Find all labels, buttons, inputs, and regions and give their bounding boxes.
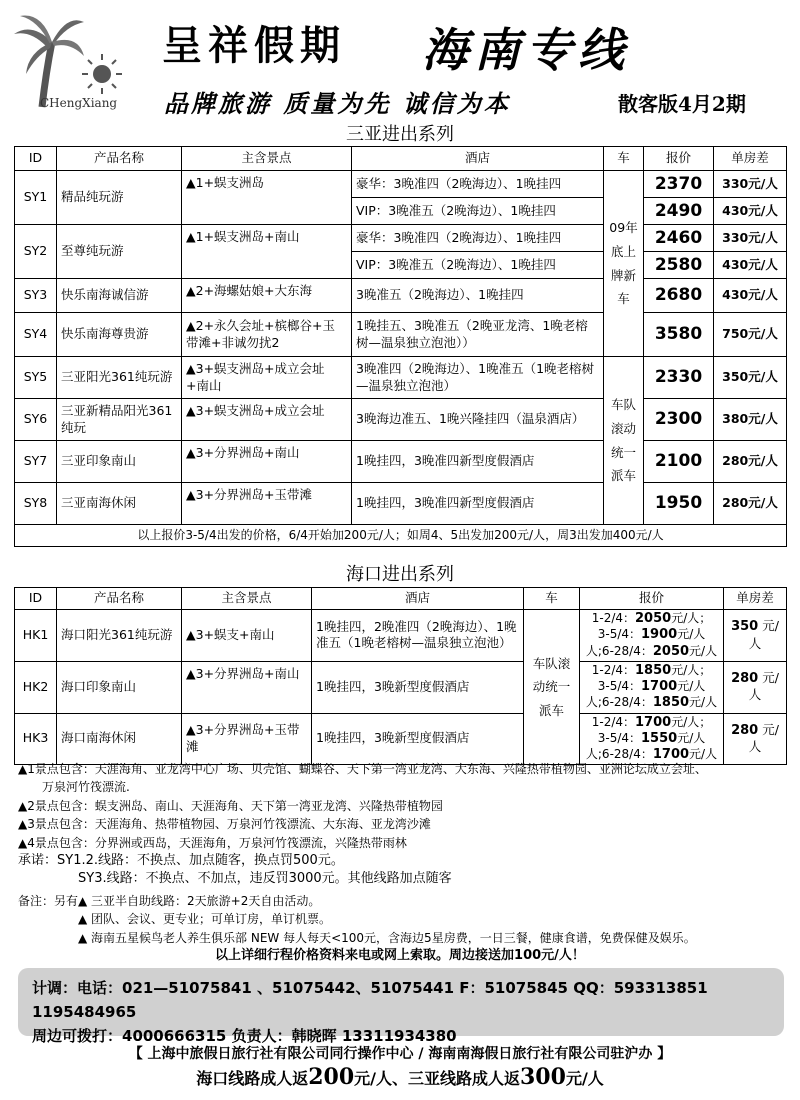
- row-spots: ▲3+分界洲岛+南山: [182, 661, 312, 713]
- row-hotel: 3晚准四（2晚海边）、1晚准五（1晚老榕树—温泉独立泡池）: [352, 357, 604, 399]
- row-diff: 330元/人: [714, 225, 787, 252]
- row-id: SY7: [15, 441, 57, 483]
- row-spots: ▲2+永久会址+槟榔谷+玉带滩+非诚勿扰2: [182, 313, 352, 357]
- row-diff: 280元/人: [714, 441, 787, 483]
- row-price: 3580: [644, 313, 714, 357]
- haikou-section-title: 海口进出系列: [346, 564, 454, 585]
- row-price: 1-2/4：1700元/人； 3-5/4：1550元/人 人;6-28/4：1700元/人: [580, 713, 724, 765]
- table-row: [15, 225, 787, 252]
- row-name: 精品纯玩游: [57, 171, 182, 225]
- edition-label: 散客版4月2期: [618, 92, 746, 116]
- sanya-price-note: 以上报价3-5/4出发的价格，6/4开始加200元/人；如周4、5出发加200元/人，周3出发加400元/人: [15, 525, 787, 547]
- note-spots-4: ▲4景点包含：分界洲或西岛，天涯海角，万泉河竹筏漂流，兴隆热带雨林: [18, 835, 407, 850]
- row-diff: 330元/人: [714, 171, 787, 198]
- row-spots: ▲1+蜈支洲岛+南山: [182, 225, 352, 279]
- row-hotel: 1晚挂四，3晚新型度假酒店: [312, 661, 524, 713]
- sanya-section-title: 三亚进出系列: [346, 124, 454, 145]
- table-row: [15, 313, 787, 357]
- row-price: 1950: [644, 483, 714, 525]
- table-row: [15, 399, 787, 441]
- row-name: 海口印象南山: [57, 661, 182, 713]
- row-diff: 380元/人: [714, 399, 787, 441]
- slogan: 品牌旅游 质量为先 诚信为本: [164, 90, 511, 118]
- row-diff: 280元/人: [714, 483, 787, 525]
- brand-subtitle: 海南专线: [422, 23, 630, 77]
- row-diff: 750元/人: [714, 313, 787, 357]
- row-id: SY6: [15, 399, 57, 441]
- note-spots-1-cont: 万泉河竹筏漂流.: [42, 780, 130, 795]
- table-row: [15, 661, 787, 713]
- table-row: [15, 171, 787, 198]
- row-hotel: 豪华：3晚准四（2晚海边）、1晚挂四: [352, 171, 604, 198]
- table-row: [15, 483, 787, 525]
- footer-rebate: 海口线路成人返200元/人、三亚线路成人返300元/人: [196, 1064, 604, 1090]
- col-diff: 单房差: [724, 588, 787, 610]
- row-id: SY5: [15, 357, 57, 399]
- car-new: 09年底上牌新车: [604, 171, 644, 357]
- car-fleet: 车队滚动统一派车: [604, 357, 644, 525]
- row-price: 2300: [644, 399, 714, 441]
- row-id: HK3: [15, 713, 57, 765]
- row-hotel: 3晚海边准五、1晚兴隆挂四（温泉酒店）: [352, 399, 604, 441]
- col-id: ID: [15, 588, 57, 610]
- row-price: 2490: [644, 198, 714, 225]
- sanya-table: [14, 146, 787, 547]
- col-price: 报价: [580, 588, 724, 610]
- col-spots: 主含景点: [182, 588, 312, 610]
- table-row: [15, 279, 787, 313]
- notes-block: [18, 760, 788, 947]
- col-name: 产品名称: [57, 588, 182, 610]
- row-id: SY4: [15, 313, 57, 357]
- row-hotel: 1晚挂四，2晚准四（2晚海边）、1晚准五（1晚老榕树—温泉独立泡池）: [312, 610, 524, 662]
- row-spots: ▲3+蜈支洲岛+成立会址+南山: [182, 357, 352, 399]
- row-name: 三亚新精品阳光361纯玩: [57, 399, 182, 441]
- table-row: [15, 357, 787, 399]
- row-diff: 430元/人: [714, 279, 787, 313]
- row-spots: ▲3+分界洲岛+南山: [182, 441, 352, 483]
- row-id: SY8: [15, 483, 57, 525]
- note-remark-3: ▲ 海南五星候鸟老人养生俱乐部 NEW 每人每天<100元，含海边5星房费，一日三餐，健康食谱，免费保健及娱乐。: [78, 930, 696, 945]
- row-name: 三亚阳光361纯玩游: [57, 357, 182, 399]
- col-hotel: 酒店: [312, 588, 524, 610]
- row-name: 至尊纯玩游: [57, 225, 182, 279]
- table-row: [15, 713, 787, 765]
- row-diff: 350 元/人: [724, 610, 787, 662]
- col-hotel: 酒店: [352, 147, 604, 171]
- col-diff: 单房差: [714, 147, 787, 171]
- row-hotel: 1晚挂四，3晚准四新型度假酒店: [352, 483, 604, 525]
- row-price: 2680: [644, 279, 714, 313]
- contact-line-2: 周边可拨打：4000666315 负责人：韩晓晖 13311934380: [32, 1027, 457, 1045]
- row-spots: ▲2+海螺姑娘+大东海: [182, 279, 352, 313]
- row-diff: 430元/人: [714, 252, 787, 279]
- row-hotel: 3晚准五（2晚海边）、1晚挂四: [352, 279, 604, 313]
- row-name: 海口南海休闲: [57, 713, 182, 765]
- row-price: 2370: [644, 171, 714, 198]
- col-name: 产品名称: [57, 147, 182, 171]
- note-spots-1: ▲1景点包含：天涯海角、亚龙湾中心广场、贝壳馆、蝴蝶谷、天下第一湾亚龙湾、大东海、兴隆热带植物园、亚洲论坛成立会址、: [18, 762, 707, 776]
- row-spots: ▲3+分界洲岛+玉带滩: [182, 483, 352, 525]
- car-fleet: 车队滚动统一派车: [524, 610, 580, 765]
- note-remark-1: 备注：另有▲ 三亚半自助线路：2天旅游+2天自由活动。: [18, 893, 321, 908]
- table-row: [15, 441, 787, 483]
- table-row: [15, 610, 787, 662]
- row-price: 2580: [644, 252, 714, 279]
- note-remark-2: ▲ 团队、会议、更专业；可单订房，单订机票。: [78, 912, 332, 927]
- row-price: 1-2/4：1850元/人； 3-5/4：1700元/人 人;6-28/4：1850元/人: [580, 661, 724, 713]
- row-price: 2330: [644, 357, 714, 399]
- col-spots: 主含景点: [182, 147, 352, 171]
- row-name: 三亚印象南山: [57, 441, 182, 483]
- note-spots-3: ▲3景点包含：天涯海角、热带植物园、万泉河竹筏漂流、大东海、亚龙湾沙滩: [18, 817, 431, 832]
- note-promise-2: SY3.线路：不换点、不加点，违反罚3000元。其他线路加点随客: [78, 871, 452, 887]
- col-car: 车: [604, 147, 644, 171]
- row-id: HK2: [15, 661, 57, 713]
- row-name: 快乐南海尊贵游: [57, 313, 182, 357]
- row-price: 1-2/4：2050元/人； 3-5/4：1900元/人 人;6-28/4：2050元/人: [580, 610, 724, 662]
- note-spots-2: ▲2景点包含：蜈支洲岛、南山、天涯海角、天下第一湾亚龙湾、兴隆热带植物园: [18, 798, 443, 813]
- contact-box: [18, 968, 784, 1045]
- logo-text: CHengXiang: [40, 96, 118, 110]
- row-spots: ▲3+蜈支洲岛+成立会址: [182, 399, 352, 441]
- row-id: HK1: [15, 610, 57, 662]
- row-name: 快乐南海诚信游: [57, 279, 182, 313]
- row-spots: ▲3+蜈支+南山: [182, 610, 312, 662]
- row-diff: 430元/人: [714, 198, 787, 225]
- row-diff: 350元/人: [714, 357, 787, 399]
- row-id: SY3: [15, 279, 57, 313]
- row-price: 2460: [644, 225, 714, 252]
- footer-company: 【 上海中旅假日旅行社有限公司同行操作中心 / 海南南海假日旅行社有限公司驻沪办 】: [128, 1046, 672, 1062]
- note-promise-1: 承诺：SY1.2.线路：不换点、加点随客，换点罚500元。: [18, 853, 344, 869]
- notes-bold-line: 以上详细行程价格资料来电或网上索取。周边接送加100元/人！: [215, 948, 585, 963]
- contact-line-1: 计调：电话：021—51075841 、51075442、51075441 F：51075845 QQ：593313851 1195484965: [32, 979, 708, 1021]
- row-diff: 280 元/人: [724, 713, 787, 765]
- row-name: 海口阳光361纯玩游: [57, 610, 182, 662]
- haikou-table: [14, 587, 787, 765]
- row-hotel: 豪华：3晚准四（2晚海边）、1晚挂四: [352, 225, 604, 252]
- row-hotel: VIP：3晚准五（2晚海边）、1晚挂四: [352, 252, 604, 279]
- row-hotel: VIP：3晚准五（2晚海边）、1晚挂四: [352, 198, 604, 225]
- row-id: SY2: [15, 225, 57, 279]
- row-price: 2100: [644, 441, 714, 483]
- row-name: 三亚南海休闲: [57, 483, 182, 525]
- row-hotel: 1晚挂五、3晚准五（2晚亚龙湾、1晚老榕树—温泉独立泡池））: [352, 313, 604, 357]
- col-car: 车: [524, 588, 580, 610]
- col-price: 报价: [644, 147, 714, 171]
- row-hotel: 1晚挂四，3晚准四新型度假酒店: [352, 441, 604, 483]
- row-spots: ▲1+蜈支洲岛: [182, 171, 352, 225]
- brand-name: 呈祥假期: [162, 22, 346, 69]
- col-id: ID: [15, 147, 57, 171]
- row-diff: 280 元/人: [724, 661, 787, 713]
- row-id: SY1: [15, 171, 57, 225]
- row-hotel: 1晚挂四，3晚新型度假酒店: [312, 713, 524, 765]
- row-spots: ▲3+分界洲岛+玉带滩: [182, 713, 312, 765]
